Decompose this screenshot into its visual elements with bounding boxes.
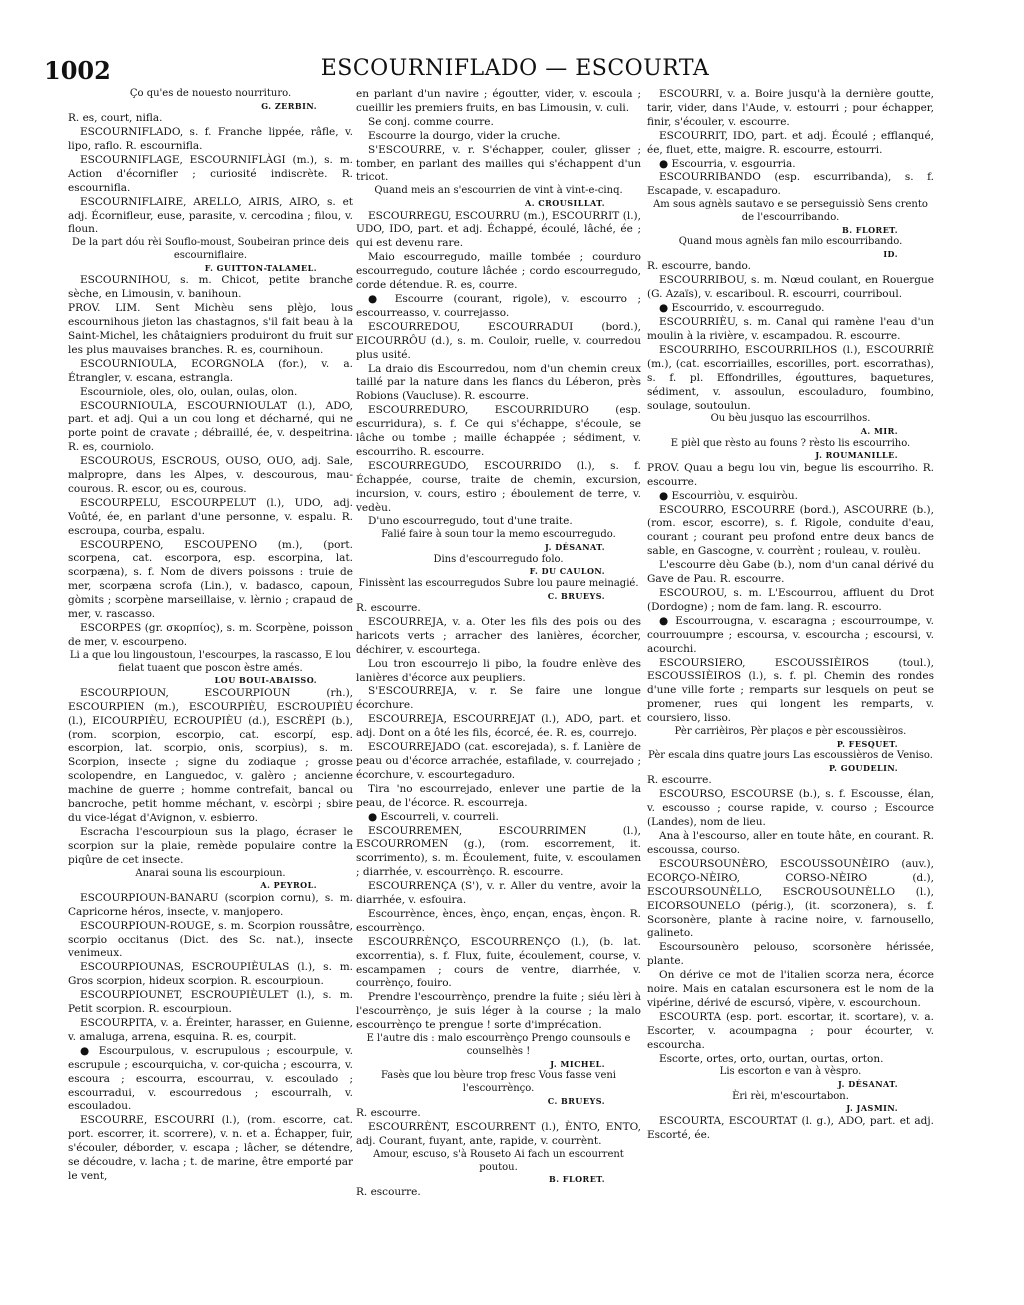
entry-paragraph: ESCOURNIFLAIRE, ARELLO, AIRIS, AIRO, s. et adj. Écornifleur, euse, parasite, v. cercodina ; filou, v. floun. <box>68 195 353 236</box>
quotation: Èri rèi, m'escourtabon. <box>732 1090 849 1102</box>
quotation-author: C. BRUEYS. <box>547 590 605 601</box>
entry-paragraph: La draio dis Escourredou, nom d'un chemin creux taillé par la nature dans les flancs du Léberon, près Robions (Vaucluse). R. escourre. <box>356 362 641 403</box>
quotation: Fasès que lou bèure trop fresc Vous fasse veni l'escourrènço. <box>380 1070 616 1094</box>
entry-paragraph: ESCOURPIOUNAS, ESCROUPIÈULAS (l.), s. m. Gros scorpion, hideux scorpion. R. escourpioun. <box>68 961 353 988</box>
entry-paragraph: D'uno escourregudo, tout d'une traite. <box>368 515 573 528</box>
quotation: Li a que lou lingoustoun, l'escourpes, la rascasso, E lou fielat tuaent que poscon èstre amés. <box>69 649 352 674</box>
quotation: Dins d'escourregudo folo. <box>433 553 564 565</box>
entry-paragraph: ESCOURRIÈU, s. m. Canal qui ramène l'eau d'un moulin à la rivière, v. escampadou. R. escourre. <box>647 316 934 342</box>
entry-paragraph: R. escourre, bando. <box>647 260 752 273</box>
quotation-author: B. FLORET. <box>548 1174 605 1185</box>
entry-paragraph: ESCOURNIFLAGE, ESCOURNIFLÀGI (m.), s. m. Action d'écornifler ; curiosité indiscrète. R. escournifla. <box>68 153 353 194</box>
entry-paragraph: Escoursounèro pelouso, scorsonère hérissée, plante. <box>647 941 934 968</box>
page-header <box>44 56 986 88</box>
quotation-author: G. ZERBIN. <box>261 100 317 111</box>
entry-paragraph: ESCOURRIBANDO (esp. escurribanda), s. f. Escapade, v. escapaduro. <box>647 171 934 198</box>
quotation-author: P. FESQUET. <box>836 738 898 749</box>
entry-paragraph: ESCOURREJA, v. a. Oter les fils des pois ou des haricots verts ; arracher des lanières, écorcher, déchirer, v. escourtega. <box>356 615 641 656</box>
quotation-author: F. GUITTON-TALAMEL. <box>204 262 317 273</box>
entry-paragraph: ● Escourreli, v. courreli. <box>368 810 499 823</box>
entry-paragraph: Ana à l'escourso, aller en toute hâte, en courant. R. escoussa, courso. <box>647 830 934 856</box>
quotation-author: F. DU CAULON. <box>529 566 605 577</box>
entry-paragraph: ESCOURREJADO (cat. escorejada), s. f. Lanière de peau ou d'écorce arrachée, estafilade, v. courrejado ; écorchure, v. escourtegaduro. <box>356 741 641 781</box>
entry-paragraph: Prendre l'escourrènço, prendre la fuite ; siéu lèri à l'escourrènço, je suis léger à la course ; la malo escourrènço te prengue ! sorte d'imprécation. <box>356 991 641 1032</box>
running-title: ESCOURNIFLADO — ESCOURTA <box>320 56 710 81</box>
quotation: Am sous agnèls sautavo e se perseguissiò Sens crento de l'escourribando. <box>653 199 928 224</box>
entry-paragraph: ● Escourre (courant, rigole), v. escourro ; escourreasso, v. courrejasso. <box>356 292 641 319</box>
entry-paragraph: ● Escourria, v. esgourria. <box>659 157 796 170</box>
column-right <box>647 88 934 1278</box>
entry-paragraph: ESCOURRÈNÇO, ESCOURRENÇO (l.), (b. lat. excorrentia), s. f. Flux, fuite, écoulement, course, v. escampamen ; cours de ventre, diarrhée, v. courrènço, fouiro. <box>356 935 641 990</box>
entry-paragraph: ESCOURSOUNÈRO, ESCOUSSOUNÈIRO (auv.), ECORÇO-NÈIRO, CORSO-NÈIRO (d.), ESCOURSOUNÈLLO, ESCROUSOUNÈLLO (l.), EICORSOUNELO (périg.), (it. scorzonera), s. f. Scorsonère, plante à racine noire, v. farnousello, galineto. <box>647 857 934 940</box>
entry-paragraph: en parlant d'un navire ; égoutter, vider, v. escoula ; cueillir les premiers fruits, en bas Limousin, v. culi. <box>356 88 641 114</box>
entry-paragraph: S'ESCOURREJA, v. r. Se faire une longue écorchure. <box>356 685 641 712</box>
entry-paragraph: ESCOURRI, v. a. Boire jusqu'à la dernière goutte, tarir, vider, dans l'Aude, v. estourri ; pour échapper, finir, s'écouler, v. escourre. <box>647 88 934 128</box>
entry-paragraph: L'escourre dèu Gabe (b.), nom d'un canal dérivé du Gave de Pau. R. escourre. <box>647 559 934 586</box>
quotation: Ou bèu jusquo las escourrilhos. <box>710 413 871 425</box>
entry-paragraph: ESCOURRÈNT, ESCOURRENT (l.), ÈNTO, ENTO, adj. Courant, fuyant, ante, rapide, v. courrènt. <box>356 1121 641 1147</box>
quotation-author: A. MIR. <box>860 426 898 437</box>
entry-paragraph: ● Escourrougna, v. escaragna ; escourroumpe, v. courrouumpre ; escoursa, v. escourcha ; escoursi, v. acourchi. <box>647 614 934 655</box>
entry-paragraph: Se conj. comme courre. <box>368 115 494 128</box>
entry-paragraph: ESCOURNIHOU, s. m. Chicot, petite branche sèche, en Limousin, v. banihoun. <box>68 274 353 301</box>
entry-paragraph: R. escourre. <box>647 774 712 787</box>
entry-paragraph: ● Escourrido, v. escourregudo. <box>659 302 825 315</box>
entry-paragraph: ESCOURSO, ESCOURSE (b.), s. f. Escousse, élan, v. escousso ; course rapide, v. courso ; Escource (Landes), nom de lieu. <box>647 788 934 829</box>
entry-paragraph: ESCOURRO, ESCOURRE (bord.), ASCOURRE (b.), (rom. escor, escorre), s. f. Rigole, conduite d'eau, courant ; courant peu profond entre deux bancs de sable, en Gascogne, v. courrènt ; rouleau, v. roulèu. <box>647 503 934 558</box>
entry-paragraph: PROV. Quau a begu lou vin, begue lis escourriho. R. escourre. <box>647 461 934 488</box>
entry-paragraph: ● Escourpulous, v. escrupulous ; escourpule, v. escrupule ; escourquicha, v. cor-quicha ; escourra, v. escoura ; escourra, escourrau, v. escoulado ; escourradui, v. escourredous ; escourralh, v. escouladou. <box>68 1044 353 1113</box>
entry-paragraph: ESCOURRE, ESCOURRI (l.), (rom. escorre, cat. port. escorrer, it. scorrere), v. n. et a. Échapper, fuir, s'écouler, déborder, v. escapa ; lâcher, se détendre, se découdre, v. lacha ; t. de marine, être emporté par le vent, <box>68 1114 353 1182</box>
quotation: E l'autre dis : malo escourrènço Prengo counsouls e counselhès ! <box>366 1033 631 1057</box>
quotation: Lis escorton e van à vèspro. <box>719 1066 862 1078</box>
entry-paragraph: ESCOUROU, s. m. L'Escourrou, affluent du Drot (Dordogne) ; nom de fam. lang. R. escourro. <box>647 586 934 613</box>
entry-paragraph: ESCOURPIOUN, ESCOURPIOUN (rh.), ESCOURPIEN (m.), ESCOURPIÈU, ESCROUPIÈU (l.), EICOURPIÈU, ECROUPIÈU (d.), ESCRÈPI (b.), (rom. scorpion, escorpio, cat. escorpí, esp. escorpion, lat. scorpio, onis, scorpius), s. m. Scorpion, insecte ; signe du zodiaque ; grosse scolopendre, en Languedoc, v. galèro ; ancienne machine de guerre ; homme contrefait, bancal ou bancroche, petit homme méchant, v. escòrpi ; sbire du vice-légat d'Avignon, v. esbierro. <box>68 686 353 824</box>
entry-paragraph: R. escourre. <box>356 1107 421 1120</box>
entry-paragraph: ESCOURRIT, IDO, part. et adj. Écoulé ; efflanqué, ée, fluet, ette, maigre. R. escourre, estourri. <box>647 129 934 156</box>
quotation: Quand mous agnèls fan milo escourribando. <box>678 236 903 248</box>
entry-paragraph: ESCOURNIFLADO, s. f. Franche lippée, râfle, v. lipo, raflo. R. escournifla. <box>68 126 353 153</box>
entry-paragraph: Maio escourregudo, maille tombée ; courduro escourregudo, couture lâchée ; cordo escourregudo, corde détendue. R. es, courre. <box>356 251 641 292</box>
entry-paragraph: ESCORPES (gr. σκορπίος), s. m. Scorpène, poisson de mer, v. escourpeno. <box>68 622 353 648</box>
entry-paragraph: S'ESCOURRE, v. r. S'échapper, couler, glisser ; tomber, en parlant des mailles qui s'échappent d'un tricot. <box>356 143 641 184</box>
entry-paragraph: Escourre la dourgo, vider la cruche. <box>368 129 561 142</box>
quotation: Pèr carrièiros, Pèr plaços e pèr escoussièiros. <box>674 726 907 738</box>
quotation: Pèr escala dins quatre jours Las escoussièros de Veniso. <box>648 750 933 762</box>
entry-paragraph: Tira 'no escourrejado, enlever une partie de la peau, de l'écorce. R. escourreja. <box>356 782 641 809</box>
quotation: De la part dóu rèi Souflo-moust, Soubeiran prince deis escourniflaire. <box>71 237 350 262</box>
entry-paragraph: ESCOURREGU, ESCOURRU (m.), ESCOURRIT (l.), UDO, IDO, part. et adj. Échappé, écoulé, lâché, ée ; qui est devenu rare. <box>356 209 641 250</box>
entry-paragraph: Lou tron escourrejo li pibo, la foudre enlève des lanières d'écorce aux peupliers. <box>356 657 641 684</box>
quotation-author: P. GOUDELIN. <box>828 763 898 774</box>
page-number: 1002 <box>44 56 111 85</box>
entry-paragraph: ESCOURSIERO, ESCOUSSIÈIROS (toul.), ESCOUSSIÈIROS (l.), s. f. pl. Chemin des rondes d'une ville forte ; remparts sur lesquels on peut se promener, rues qui longent les remparts, v. coursiero, lisso. <box>647 656 934 725</box>
entry-paragraph: R. es, court, nifla. <box>68 112 163 125</box>
entry-paragraph: ESCOURREDOU, ESCOURRADUI (bord.), EICOURRÔU (d.), s. m. Couloir, ruelle, v. courredou plus usité. <box>356 320 641 361</box>
quotation: Quand meis an s'escourrien de vint à vint-e-cinq. <box>374 185 623 197</box>
entry-paragraph: ESCOURPELU, ESCOURPELUT (l.), UDO, adj. Voûté, ée, en parlant d'une personne, v. espalu. R. escroupa, courba, espalu. <box>68 496 353 537</box>
quotation-author: C. BRUEYS. <box>547 1095 605 1106</box>
quotation-author: B. FLORET. <box>841 224 898 235</box>
quotation-author: J. JASMIN. <box>846 1103 898 1114</box>
entry-paragraph: ESCOURNIOULA, ESCOURNIOULAT (l.), ADO, part. et adj. Qui a un cou long et décharné, qui ne porte point de cravate ; débraillé, ée, v. despeitrina. R. es, courniolo. <box>68 399 353 454</box>
column-middle <box>356 88 641 1278</box>
quotation-author: LOU BOUI-ABAISSO. <box>214 675 317 686</box>
quotation-author: J. DÉSANAT. <box>837 1079 898 1090</box>
entry-paragraph: ● Escourriòu, v. esquiròu. <box>659 489 798 502</box>
entry-paragraph: ESCOURPIOUNET, ESCROUPIÈULET (l.), s. m. Petit scorpion. R. escourpioun. <box>68 989 353 1016</box>
quotation-author: J. DÉSANAT. <box>544 542 605 553</box>
quotation-author: J. ROUMANILLE. <box>815 450 898 461</box>
entry-paragraph: R. escourre. <box>356 1185 421 1198</box>
entry-paragraph: ESCOURNIOULA, ECORGNOLA (for.), v. a. Étrangler, v. escana, estrangla. <box>68 357 353 384</box>
column-left <box>68 88 353 1278</box>
entry-paragraph: ESCOURREMEN, ESCOURRIMEN (l.), ESCOURROMEN (g.), (rom. escorrement, it. scorrimento), s. m. Écoulement, fuite, v. escoulamen ; diarrhée, v. escourrènço. R. escourre. <box>356 824 641 879</box>
entry-paragraph: ESCOURRENÇA (S'), v. r. Aller du ventre, avoir la diarrhée, v. esfouira. <box>356 880 641 907</box>
entry-paragraph: ESCOURREDURO, ESCOURRIDURO (esp. escurridura), s. f. Ce qui s'échappe, s'écoule, se lâche ou tombe ; maille échappée ; sédiment, v. escourriho. R. escourre. <box>356 404 641 458</box>
quotation: E pièl que rèsto au founs ? rèsto lis escourriho. <box>670 437 911 449</box>
quotation: Finissènt las escourregudos Subre lou paure meinagié. <box>358 577 639 589</box>
entry-paragraph: ESCOURRIBOU, s. m. Nœud coulant, en Rouergue (G. Azaïs), v. escariboul. R. escourri, courriboul. <box>647 274 934 301</box>
quotation-author: J. MICHEL. <box>550 1058 605 1069</box>
quotation: Ço qu'es de nouesto nourrituro. <box>129 88 292 99</box>
entry-paragraph: ESCOURREJA, ESCOURREJAT (l.), ADO, part. et adj. Dont on a ôté les fils, écorcé, ée. R. es, courrejo. <box>356 713 641 740</box>
quotation: Anarai souna lis escourpioun. <box>135 867 286 879</box>
entry-paragraph: ESCOURPENO, ESCOUPENO (m.), (port. scorpena, cat. escorpora, esp. escorpina, lat. scorpæna), s. f. Nom de divers poissons : truie de mer, scorpæna scrofa (Lin.), v. badasco, capoun, gòmits ; scorpène marseillaise, v. lèrnio ; crapaud de mer, v. rascasso. <box>68 538 353 621</box>
entry-paragraph: ESCOURPIOUN-ROUGE, s. m. Scorpion roussâtre, scorpio occitanus (Dict. des Sc. nat.), insecte venimeux. <box>68 919 353 960</box>
entry-paragraph: Escorte, ortes, orto, ourtan, ourtas, orton. <box>659 1052 884 1065</box>
entry-paragraph: PROV. LIM. Sent Michèu sens plèjo, lous escournihous jieton las chastagnos, s'il fait beau à la Saint-Michel, les châtaigniers produiront du fruit sur les plus mauvaises branches. R. es, cournihoun. <box>68 302 353 356</box>
entry-paragraph: On dérive ce mot de l'italien scorza nera, écorce noire. Mais en catalan escursonera est le nom de la vipérine, dérivé de escursó, vipère, v. escourchoun. <box>647 969 934 1009</box>
entry-paragraph: ESCOUROUS, ESCROUS, OUSO, OUO, adj. Sale, malpropre, dans les Alpes, v. descourous, mau-courous. R. escor, ou es, courous. <box>68 455 353 495</box>
entry-paragraph: Escracha l'escourpioun sus la plago, écraser le scorpion sur la plaie, remède populaire contre la piqûre de cet insecte. <box>68 825 353 866</box>
quotation: Falié faire à soun tour la memo escourregudo. <box>381 529 616 541</box>
entry-paragraph: Escourniole, oles, olo, oulan, oulas, olon. <box>80 385 298 398</box>
entry-paragraph: R. escourre. <box>356 602 421 614</box>
quotation-author: A. PEYROL. <box>260 880 317 891</box>
entry-paragraph: ESCOURPIOUN-BANARU (scorpion cornu), s. m. Capricorne héros, insecte, v. manjopero. <box>68 891 353 918</box>
entry-paragraph: ESCOURTA (esp. port. escortar, it. scortare), v. a. Escorter, v. acoumpagna ; pour écourter, v. escourcha. <box>647 1010 934 1051</box>
entry-paragraph: Escourrènce, ènces, ènço, ençan, enças, ènçon. R. escourrènço. <box>356 907 641 934</box>
quotation: Amour, escuso, s'à Rouseto Ai fach un escourrent poutou. <box>373 1148 624 1173</box>
entry-paragraph: ESCOURPITA, v. a. Éreinter, harasser, en Guienne, v. amaluga, arrena, esquina. R. es, courpit. <box>68 1016 353 1043</box>
quotation-author: ID. <box>883 249 898 260</box>
entry-paragraph: ESCOURRIHO, ESCOURRILHOS (l.), ESCOURRIÈ (m.), (cat. escorriailles, escorilles, port. escorrathas), s. f. pl. Effondrilles, égouttures, baquetures, sédiment, v. assoulun, escouladuro, foumbino, soulage, soutoulun. <box>647 343 934 412</box>
entry-paragraph: ESCOURTA, ESCOURTAT (l. g.), ADO, part. et adj. Escorté, ée. <box>647 1114 934 1141</box>
entry-paragraph: ESCOURREGUDO, ESCOURRIDO (l.), s. f. Échappée, course, traite de chemin, excursion, incursion, v. cours, estiro ; éboulement de terre, v. vedèu. <box>356 459 641 514</box>
quotation-author: A. CROUSILLAT. <box>525 198 605 209</box>
